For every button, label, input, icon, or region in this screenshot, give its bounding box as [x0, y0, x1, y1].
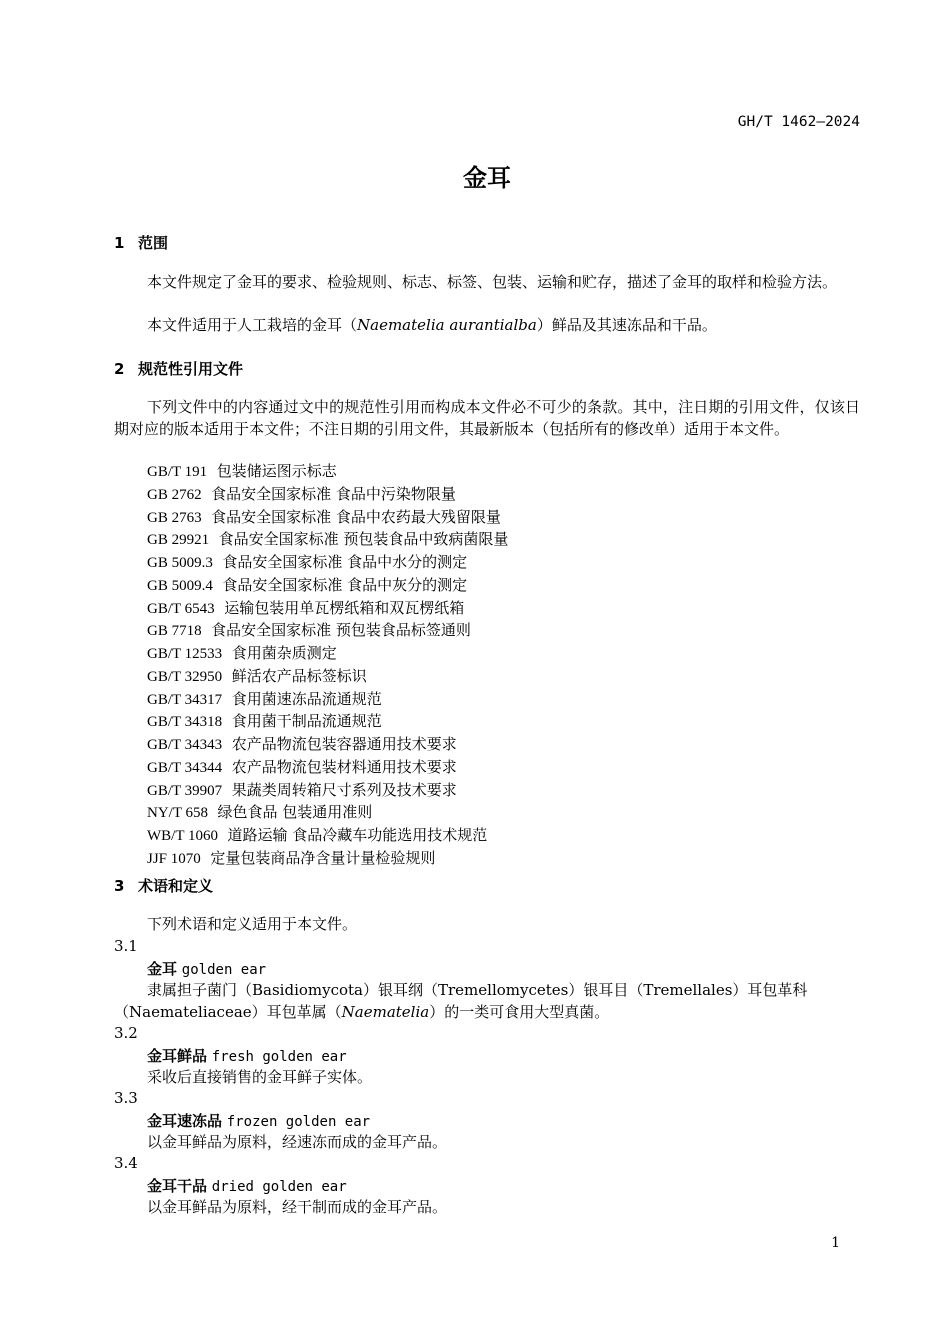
reference-code: GB 5009.3: [147, 555, 213, 571]
section-number: 3: [114, 877, 125, 895]
term-heading: [147, 1110, 370, 1131]
reference-title: 包装储运图示标志: [216, 462, 337, 480]
section-title: 术语和定义: [138, 877, 214, 895]
list-item: [147, 575, 508, 598]
standard-id: GH/T 1462—2024: [737, 114, 860, 130]
reference-title: 食品安全国家标准 预包装食品标签通则: [211, 621, 471, 640]
reference-title: 农产品物流包装容器通用技术要求: [231, 735, 457, 753]
text-span: 本文件适用于人工栽培的金耳（: [147, 316, 358, 334]
reference-title: 食品安全国家标准 食品中农药最大残留限量: [211, 507, 501, 526]
term-en: fresh golden ear: [211, 1049, 347, 1065]
term-definition: [114, 980, 854, 1023]
reference-code: NY/T 658: [147, 805, 208, 822]
reference-code: GB/T 6543: [147, 600, 215, 617]
scope-paragraph-1: 本文件规定了金耳的要求、检验规则、标志、标签、包装、运输和贮存，描述了金耳的取样和检验方法。: [147, 273, 838, 291]
reference-code: GB 2762: [147, 486, 202, 503]
reference-code: GB/T 32950: [147, 668, 223, 685]
text-span: ）鲜品及其速冻品和干品。: [536, 316, 717, 334]
list-item: [147, 552, 508, 575]
list-item: [147, 825, 508, 848]
term-en: frozen golden ear: [226, 1114, 371, 1130]
reference-title: 定量包装商品净含量计量检验规则: [210, 848, 436, 867]
term-number: 3.1: [114, 937, 138, 955]
term-zh: 金耳: [147, 960, 178, 978]
reference-code: GB 5009.4: [147, 577, 213, 594]
list-item: [147, 848, 508, 871]
reference-title: 食品安全国家标准 食品中污染物限量: [211, 484, 456, 503]
list-item: [147, 484, 508, 507]
term-number: 3.2: [114, 1024, 138, 1042]
term-number: 3.4: [114, 1154, 138, 1172]
reference-code: GB/T 34318: [147, 714, 223, 731]
reference-title: 食品安全国家标准 食品中水分的测定: [222, 553, 468, 571]
reference-code: GB/T 34343: [147, 737, 223, 753]
term-definition: 采收后直接销售的金耳鲜子实体。: [147, 1068, 373, 1086]
term-zh: 金耳速冻品: [147, 1112, 223, 1130]
reference-title: 绿色食品 包装通用准则: [217, 803, 373, 822]
reference-code: WB/T 1060: [147, 828, 218, 844]
reference-title: 食用菌杂质测定: [231, 644, 337, 662]
reference-title: 食用菌干制品流通规范: [231, 712, 382, 731]
reference-code: GB/T 34317: [147, 691, 223, 708]
list-item: [147, 711, 508, 734]
term-en: golden ear: [181, 962, 267, 978]
latin-name: Naematelia: [341, 1002, 430, 1021]
reference-title: 果蔬类周转箱尺寸系列及技术要求: [231, 780, 457, 799]
list-item: [147, 689, 508, 712]
term-en: dried golden ear: [211, 1179, 347, 1195]
list-item: [147, 666, 508, 689]
text-span: 隶属担子菌门（Basidiomycota）银耳纲（Tremellomycetes）银耳目（Tremellales）耳包革科（Naemateliaceae）耳包革属（: [114, 981, 808, 1021]
term-definition: 以金耳鲜品为原料，经速冻而成的金耳产品。: [147, 1133, 448, 1151]
text-span: ）的一类可食用大型真菌。: [429, 1002, 610, 1021]
reference-title: 食品安全国家标准 预包装食品中致病菌限量: [218, 530, 509, 549]
section-heading-scope: [114, 232, 168, 253]
term-heading: [147, 958, 266, 979]
list-item: [147, 802, 508, 825]
reference-title: 食用菌速冻品流通规范: [231, 689, 382, 708]
list-item: [147, 507, 508, 530]
reference-code: GB 2763: [147, 509, 202, 526]
reference-title: 道路运输 食品冷藏车功能选用技术规范: [227, 826, 488, 844]
reference-code: GB 29921: [147, 532, 210, 549]
page-title: 金耳: [463, 164, 511, 192]
term-heading: [147, 1175, 347, 1196]
reference-title: 食品安全国家标准 食品中灰分的测定: [222, 575, 468, 594]
term-zh: 金耳鲜品: [147, 1047, 208, 1065]
list-item: [147, 734, 508, 757]
section-title: 规范性引用文件: [138, 360, 244, 378]
reference-title: 运输包装用单瓦楞纸箱和双瓦楞纸箱: [224, 598, 465, 617]
reference-code: JJF 1070: [147, 850, 201, 867]
list-item: [147, 598, 508, 621]
list-item: [147, 620, 508, 643]
list-item: [147, 757, 508, 780]
scope-paragraph-2: [114, 315, 860, 337]
list-item: [147, 780, 508, 803]
page-number: 1: [831, 1235, 840, 1251]
reference-code: GB 7718: [147, 623, 202, 640]
reference-code: GB/T 39907: [147, 782, 223, 799]
reference-title: 农产品物流包装材料通用技术要求: [231, 757, 457, 776]
references-intro: 下列文件中的内容通过文中的规范性引用而构成本文件必不可少的条款。其中，注日期的引用文件，仅该日期对应的版本适用于本文件；不注日期的引用文件，其最新版本（包括所有的修改单）适用于本文件。: [114, 398, 860, 438]
reference-code: GB/T 12533: [147, 646, 223, 662]
latin-name: Naematelia aurantialba: [357, 316, 537, 334]
term-heading: [147, 1045, 347, 1066]
reference-code: GB/T 34344: [147, 759, 223, 776]
list-item: [147, 643, 508, 666]
reference-list: [147, 461, 508, 871]
section-number: 1: [114, 234, 125, 252]
term-definition: 以金耳鲜品为原料，经干制而成的金耳产品。: [147, 1198, 448, 1216]
term-zh: 金耳干品: [147, 1177, 208, 1195]
section-number: 2: [114, 360, 125, 378]
term-number: 3.3: [114, 1089, 138, 1107]
section-title: 范围: [138, 234, 169, 252]
terms-intro: 下列术语和定义适用于本文件。: [147, 915, 358, 933]
list-item: [147, 461, 508, 484]
section-heading-terms: [114, 875, 213, 896]
reference-title: 鲜活农产品标签标识: [231, 666, 367, 685]
list-item: [147, 529, 508, 552]
section-heading-normative-references: [114, 358, 243, 379]
reference-code: GB/T 191: [147, 464, 208, 480]
